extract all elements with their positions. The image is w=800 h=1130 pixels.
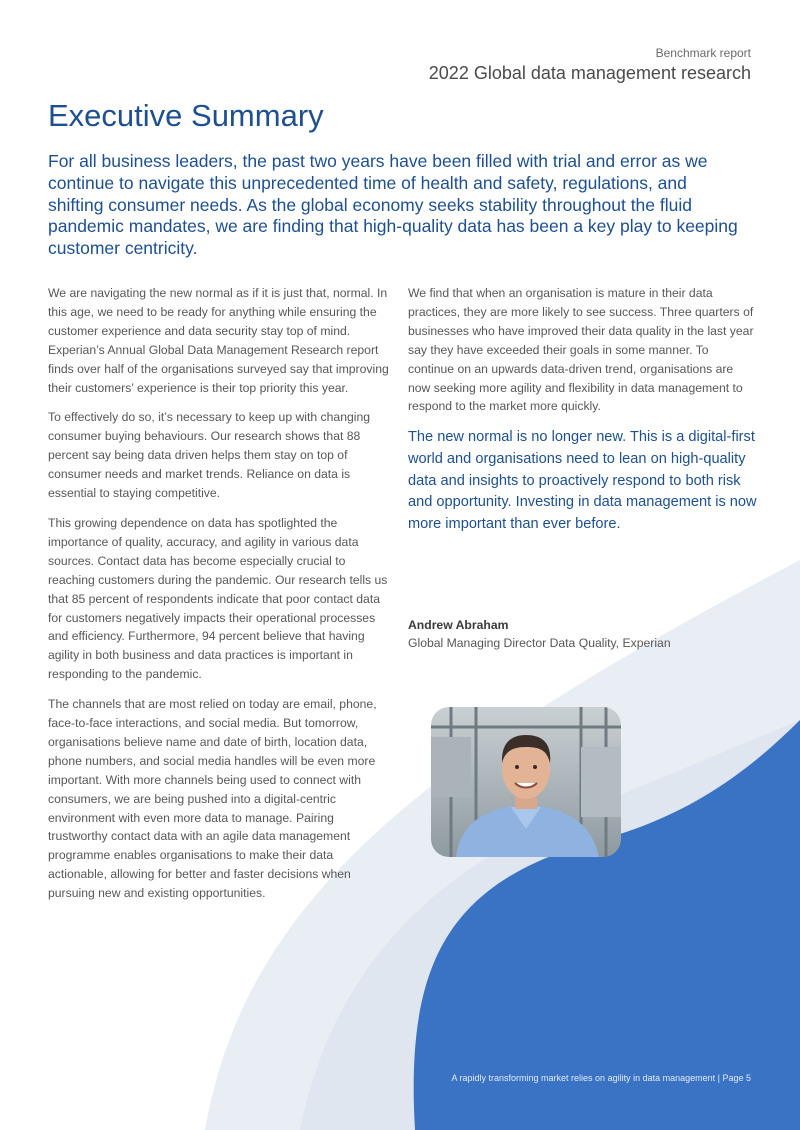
body-paragraph: To effectively do so, it’s necessary to keep up with changing consumer buying behaviours. Our research shows that 88 percent say being data driven helps them stay on top of consumer needs and market trends. Reliance on data is essential to staying competitive. xyxy=(48,410,371,501)
body-paragraph: We find that when an organisation is mature in their data practices, they are more likely to see success. Three quarters of businesses who have improved their data quality in the last year say they have exceeded their goals in some manner. To continue on an upwards data-driven trend, organisations are now seeking more agility and flexibility in data management to respond to the market more quickly. xyxy=(408,286,754,414)
body-paragraph: The channels that are most relied on today are email, phone, face-to-face interactions, and social media. But tomorrow, organisations believe name and date of birth, location data, phone numbers, and social media handles will be even more important. With more channels being used to connect with consumers, we are being pushed into a digital-centric environment with even more data to manage. Pairing trustworthy contact data with an agile data management programme enables organisations to make their data actionable, allowing for better and faster decisions when pursuing new and existing opportunities. xyxy=(48,697,377,901)
report-type-label: Benchmark report xyxy=(655,46,751,60)
page-footer: A rapidly transforming market relies on agility in data management | Page 5 xyxy=(451,1073,751,1083)
pull-quote: The new normal is no longer new. This is a digital-first world and organisations need to lean on high-quality data and insights to proactively respond to both risk and opportunity. Investing in data management is now more important than ever before. xyxy=(408,429,757,532)
author-title: Global Managing Director Data Quality, Experian xyxy=(408,636,671,650)
body-paragraph: We are navigating the new normal as if it is just that, normal. In this age, we need to be ready for anything while ensuring the customer experience and data security stay top of mind. Experian’s Annual Global Data Management Research report finds over half of the organisations surveyed say that improving their customers’ experience is their top priority this year. xyxy=(48,286,389,395)
author-photo xyxy=(431,707,621,857)
body-paragraph: This growing dependence on data has spotlighted the importance of quality, accuracy, and agility in various data sources. Contact data has become especially crucial to reaching customers during the pandemic. Our research tells us that 85 percent of respondents indicate that poor contact data for customers negatively impacts their operational processes and efficiency. Furthermore, 94 percent believe that having agility in both business and data practices is important in responding to the pandemic. xyxy=(48,515,388,682)
page-title: Executive Summary xyxy=(48,98,324,133)
right-column xyxy=(408,284,758,535)
report-title: 2022 Global data management research xyxy=(428,63,751,83)
author-name: Andrew Abraham xyxy=(408,618,509,632)
lead-paragraph: For all business leaders, the past two years have been filled with trial and error as we continue to navigate this unprecedented time of health and safety, regulations, and shifting consumer needs. As the global economy seeks stability throughout the fluid pandemic mandates, we are finding that high-quality data has been a key play to keeping customer centricity. xyxy=(48,151,738,259)
left-column xyxy=(48,284,393,914)
